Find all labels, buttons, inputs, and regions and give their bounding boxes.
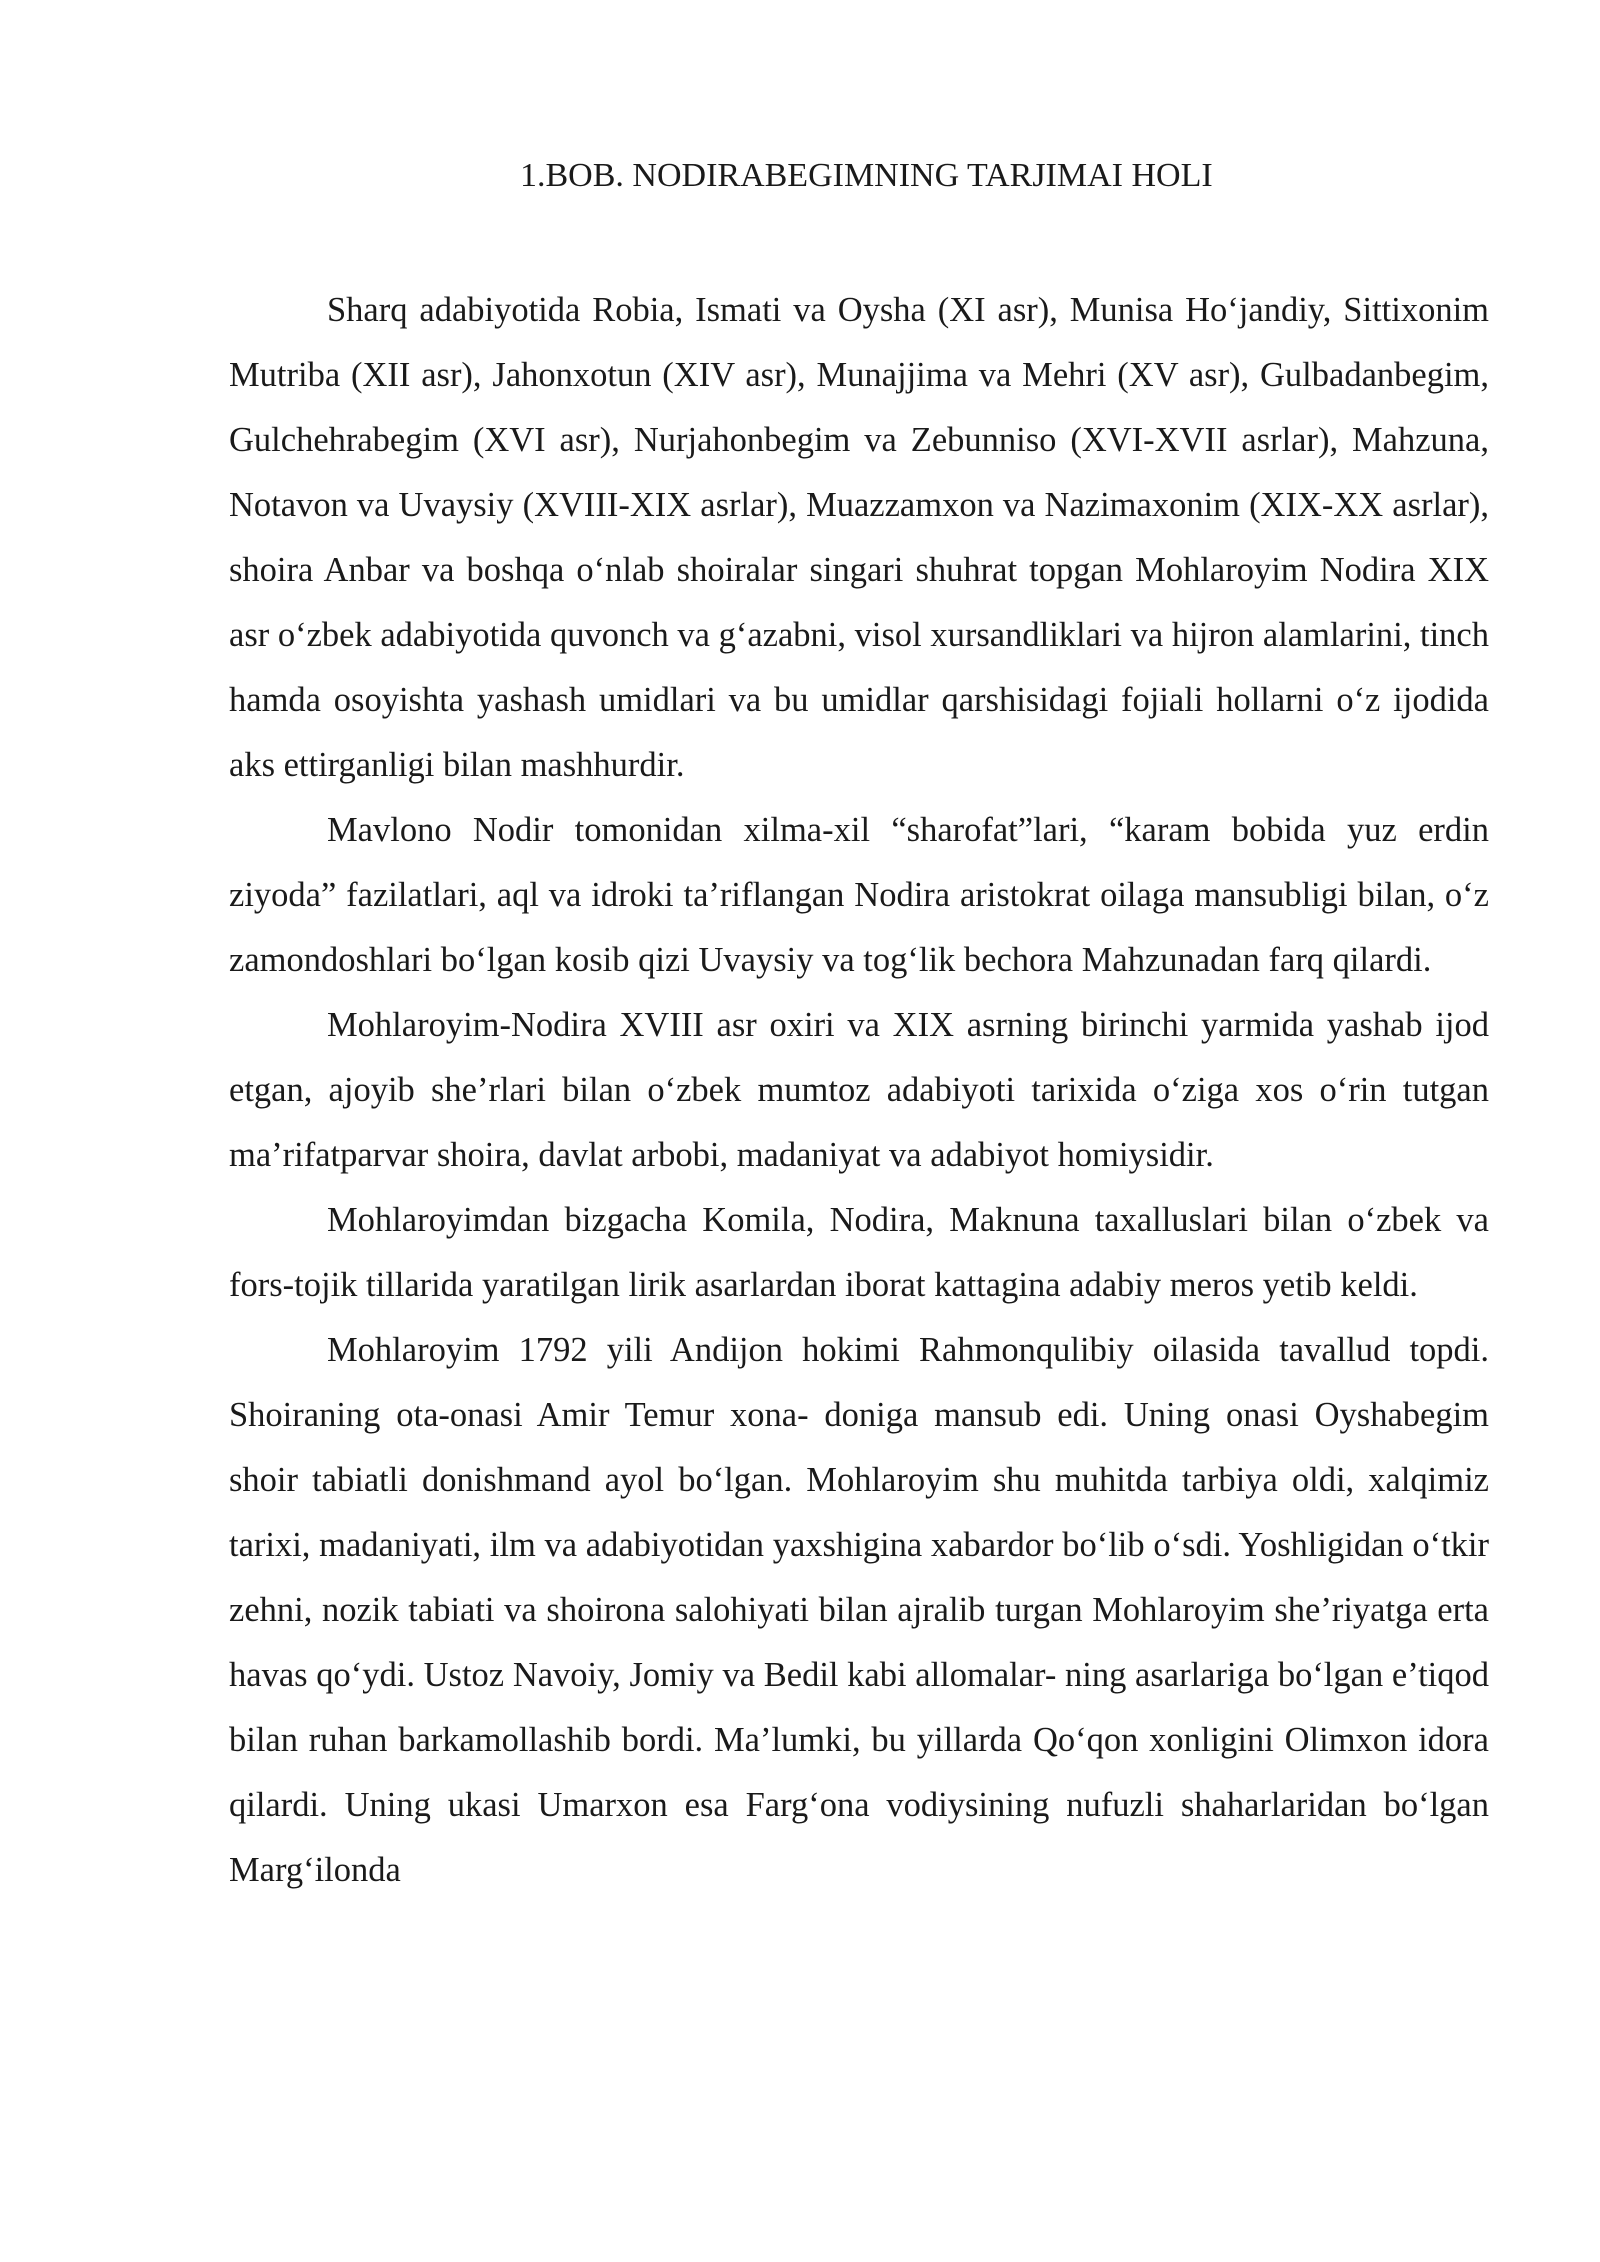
paragraph-1: Sharq adabiyotida Robia, Ismati va Oysha (XI asr), Munisa Hoʻjandiy, Sittixonim Mutriba (XII asr), Jahonxotun (XIV asr), Munajjima va Mehri (XV asr), Gulbadanbegim, Gulchehrabegim (XVI asr), Nurjahonbegim va Zebunniso (XVI-XVII asrlar), Mahzuna, Notavon va Uvaysiy (XVIII-XIX asrlar), Muazzamxon va Nazimaxonim (XIX-XX asrlar), shoira Anbar va boshqa oʻnlab shoiralar singari shuhrat topgan Mohlaroyim Nodira XIX asr oʻzbek adabiyotida quvonch va gʻazabni, visol xursandliklari va hijron alamlarini, tinch hamda osoyishta yashash umidlari va bu umidlar qarshisidagi fojiali hollarni oʻz ijodida aks ettirganligi bilan mashhurdir. [229,291,1489,784]
chapter-heading: 1.BOB. NODIRABEGIMNING TARJIMAI HOLI [520,157,1213,194]
paragraph-5: Mohlaroyim 1792 yili Andijon hokimi Rahmonqulibiy oilasida tavallud topdi. Shoiraning ota-onasi Amir Temur xona- doniga mansub edi. Uning onasi Oyshabegim shoir tabiatli donishmand ayol boʻlgan. Mohlaroyim shu muhitda tarbiya oldi, xalqimiz tarixi, madaniyati, ilm va adabiyotidan yaxshigina xabardor boʻlib oʻsdi. Yoshligidan oʻtkir zehni, nozik tabiati va shoirona salohiyati bilan ajralib turgan Mohlaroyim she’riyatga erta havas qoʻydi. Ustoz Navoiy, Jomiy va Bedil kabi allomalar- ning asarlariga boʻlgan e’tiqod bilan ruhan barkamollashib bordi. Ma’lumki, bu yillarda Qoʻqon xonligini Olimxon idora qilardi. Uning ukasi Umarxon esa Fargʻona vodiysining nufuzli shaharlaridan boʻlgan Margʻilonda [229,1331,1489,1889]
paragraph-3: Mohlaroyim-Nodira XVIII asr oxiri va XIX asrning birinchi yarmida yashab ijod etgan, ajoyib she’rlari bilan oʻzbek mumtoz adabiyoti tarixida oʻziga xos oʻrin tutgan ma’rifatparvar shoira, davlat arbobi, madaniyat va adabiyot homiysidir. [229,1006,1489,1174]
document-body [229,278,1489,1903]
paragraph-4: Mohlaroyimdan bizgacha Komila, Nodira, Maknuna taxalluslari bilan oʻzbek va fors-tojik tillarida yaratilgan lirik asarlardan iborat kattagina adabiy meros yetib keldi. [229,1201,1489,1304]
paragraph-2: Mavlono Nodir tomonidan xilma-xil “sharofat”lari, “karam bobida yuz erdin ziyoda” fazilatlari, aql va idroki ta’riflangan Nodira aristokrat oilaga mansubligi bilan, oʻz zamondoshlari boʻlgan kosib qizi Uvaysiy va togʻlik bechora Mahzunadan farq qilardi. [229,811,1489,979]
